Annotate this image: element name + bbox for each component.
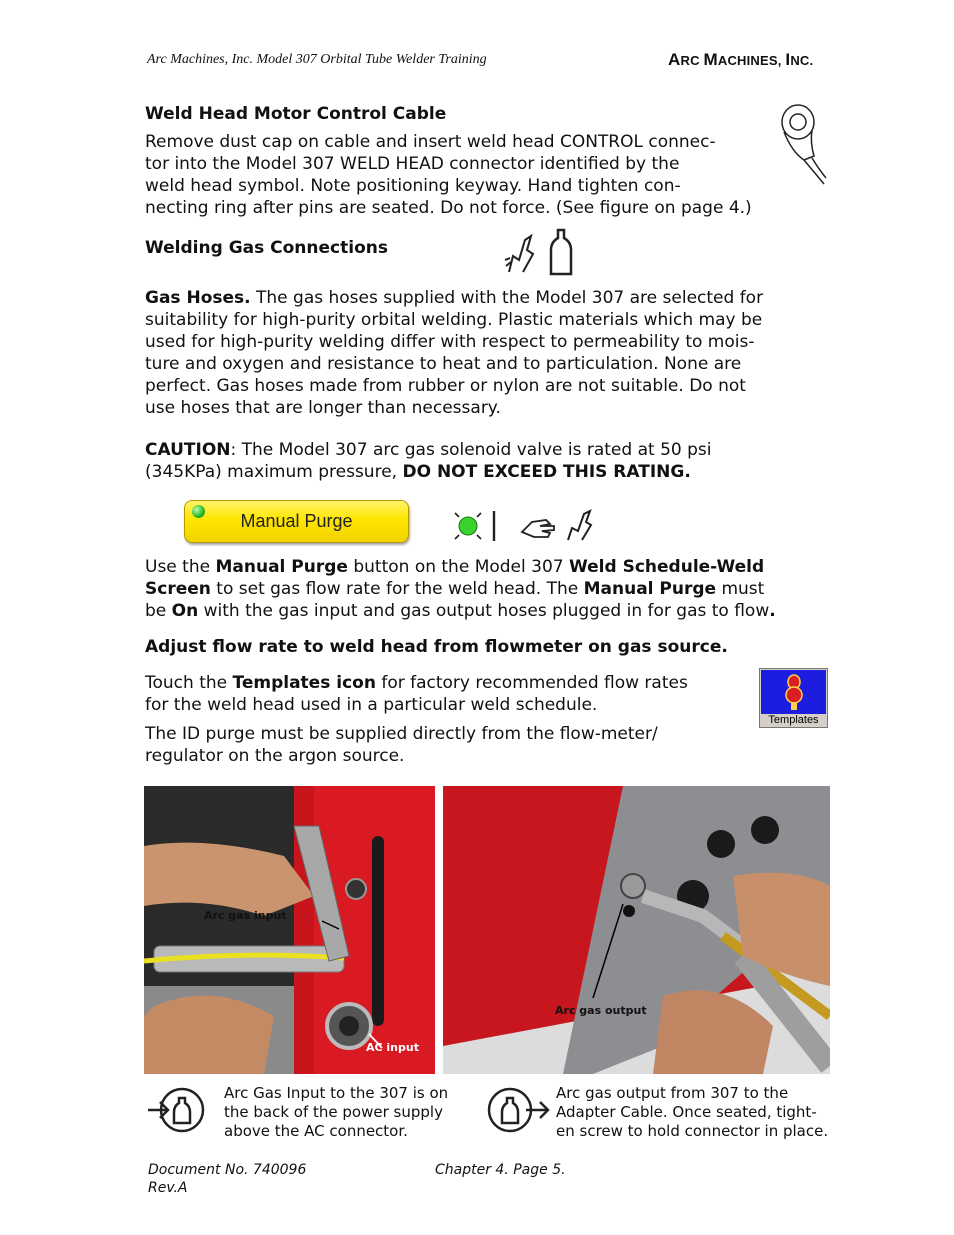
id-purge-paragraph: The ID purge must be supplied directly from the flow-meter/ regulator on the argon source. [145,724,658,766]
gas-hoses-paragraph: Gas Hoses. The gas hoses supplied with the Model 307 are selected for suitability for high-purity orbital welding. Plastic materials which may be used for high-purity welding differ with respect to permeability to mois- ture and oxygen and resistance to heat and to particulation. None are perfect. Gas hoses made from rubber or nylon are not suitable. Do not use hoses that are longer than necessary. [145,288,764,418]
templates-paragraph: Touch the Templates icon for factory recommended flow rates for the weld head used in a particular weld schedule. [145,673,688,715]
caption-gas-input: Arc Gas Input to the 307 is on the back of the power supply above the AC connector. [224,1084,449,1140]
templates-icon-button[interactable]: Templates [759,668,828,728]
label-arc-gas-output: Arc gas output [555,1004,647,1017]
header-title: Arc Machines, Inc. Model 307 Orbital Tube Welder Training [147,52,487,67]
purge-paragraph: Use the Manual Purge button on the Model 307 Weld Schedule-Weld Screen to set gas flow rate for the weld head. The Manual Purge must be On with the gas input and gas output hoses plugged in for gas to flow. [145,557,776,621]
purge-led-indicator [192,505,205,518]
heading-adjust-flow-rate: Adjust flow rate to weld head from flowmeter on gas source. [145,637,728,657]
footer-page-number: Chapter 4. Page 5. [435,1162,566,1178]
gas-output-symbol-icon [486,1086,552,1134]
manual-purge-button[interactable] [184,500,409,543]
company-logo-text: ARC MACHINES, INC. [668,50,814,69]
arc-gas-icon [503,232,537,276]
weld-head-icon [778,102,830,190]
gas-input-symbol-icon [146,1086,208,1134]
gas-cylinder-icon [548,228,574,278]
footer-document-info: Document No. 740096 Rev.A [148,1162,307,1196]
manual-purge-label: Manual Purge [240,511,353,531]
heading-gas-connections: Welding Gas Connections [145,238,388,258]
caution-paragraph: CAUTION: The Model 307 arc gas solenoid valve is rated at 50 psi (345KPa) maximum pressure, DO NOT EXCEED THIS RATING. [145,440,712,482]
label-arc-gas-input: Arc gas input [204,909,287,922]
gas-flow-icon [568,511,591,540]
label-ac-input: AC input [366,1041,419,1054]
hand-push-icon [522,520,554,537]
purge-symbols [450,506,600,544]
photo-gas-output [443,786,830,1074]
purge-on-light-icon [455,513,481,539]
caption-gas-output: Arc gas output from 307 to the Adapter Cable. Once seated, tight- en screw to hold connector in place. [556,1084,829,1140]
templates-icon [761,670,828,714]
photo-gas-input [144,786,435,1074]
heading-motor-control-cable: Weld Head Motor Control Cable [145,104,447,124]
motor-cable-paragraph: Remove dust cap on cable and insert weld head CONTROL connec- tor into the Model 307 WELD HEAD connector identified by the weld head symbol. Note positioning keyway. Hand tighten con- necting ring after pins are seated. Do not force. (See figure on page 4.) [145,132,752,218]
